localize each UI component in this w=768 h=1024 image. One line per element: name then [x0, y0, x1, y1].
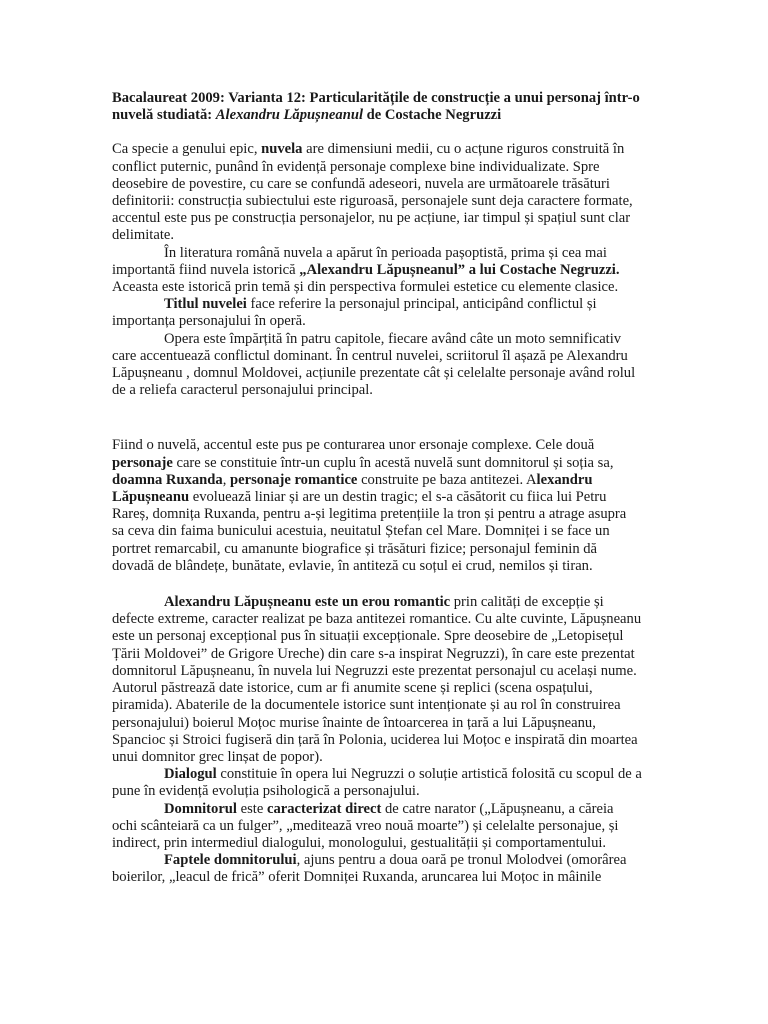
text-run: Ca specie a genului epic,: [112, 141, 262, 158]
paragraph-2: [112, 245, 642, 297]
text-run: face referire la personajul principal, anticipând conflictul și importanța personajului în operă.: [112, 296, 597, 330]
text-run: ,: [222, 471, 231, 488]
title-part-1: Bacalaureat 2009: Varianta 12: Particularitățile de construcție a unui personaj într-o nuvelă studiată:: [112, 90, 640, 124]
spacer: [112, 399, 642, 437]
text-run: În literatura română nuvela a apărut în perioada pașoptistă, prima și cea mai importantă fiind nuvela istorică: [112, 244, 607, 278]
bold-run: caracterizat direct: [266, 800, 382, 817]
paragraph-6: [112, 594, 642, 766]
text-run: Aceasta este istorică prin temă și din perspectiva formulei estetice cu elemente clasice.: [112, 279, 619, 296]
bold-run: doamna Ruxanda: [112, 471, 223, 488]
paragraph-7: [112, 766, 642, 800]
paragraph-4: Opera este împărțită în patru capitole, fiecare având câte un moto semnificativ care accentuează conflictul dominant. În centrul nuvelei, scriitorul îl așază pe Alexandru Lăpușneanu , domnul Moldovei, acțiunile prezentate cât și celelalte personaje având rolul de a reliefa caracterul personajului principal.: [112, 330, 636, 399]
text-run: construite pe baza antitezei. A: [357, 471, 537, 488]
paragraph-1: [112, 141, 642, 244]
text-run: care se constituie într-un cuplu în acestă nuvelă sunt domnitorul și soția sa,: [172, 454, 614, 471]
bold-run: Faptele domnitorului: [164, 852, 297, 869]
text-run: constituie în opera lui Negruzzi o soluție artistică folosită cu scopul de a pune în evidență evoluția psihologică a personajului.: [112, 766, 642, 800]
text-run: Fiind o nuvelă, accentul este pus pe conturarea unor ersonaje complexe. Cele două: [112, 437, 595, 454]
bold-run: Domnitorul: [164, 800, 237, 817]
document-page: [112, 90, 642, 887]
paragraph-5: [112, 437, 642, 575]
bold-run: nuvela: [261, 141, 303, 158]
spacer: [112, 575, 642, 594]
text-run: evoluează liniar și are un destin tragic; el s-a căsătorit cu fiica lui Petru Rareș, domnița Ruxanda, pentru a-și legitima pretențiile la tron și pentru a atrage asupra sa ceva din faima bunicului acestuia, neuitatul Ștefan cel Mare. Domniței i se face un portret remarcabil, cu amanunte biografice și trăsături fizice; personajul feminin dă dovadă de blândețe, bunătate, evlavie, în antiteză cu soțul ei crud, nemilos și tiran.: [112, 489, 627, 574]
paragraph-9: [112, 852, 642, 886]
text-run: are dimensiuni medii, cu o acțune riguros construită în conflict puternic, punând în evidență personaje complexe bine individualizate. Spre deosebire de povestire, cu care se confundă adeseori, nuvela are următoarele trăsături definitorii: construcția subiectului este riguroasă, personajele sunt deja caractere formate, accentul este pus pe construcția personajelor, nu pe acțiune, iar timpul și spațiul sunt clar delimitate.: [112, 141, 633, 244]
bold-run: Alexandru Lăpușneanu este un erou romantic: [164, 594, 451, 611]
bold-run: lexandru Lăpușneanu: [112, 471, 593, 506]
paragraph-8: [112, 801, 642, 853]
title-work-name: Alexandru Lăpușneanul: [215, 107, 363, 124]
document-title: [112, 90, 642, 124]
text-run: este: [236, 800, 267, 817]
text-run: , ajuns pentru a doua oară pe tronul Molodvei (omorârea boierilor, „leacul de frică” oferit Domniței Ruxanda, aruncarea lui Moțoc in mâinile: [112, 852, 627, 886]
text-run: prin calități de excepție și defecte extreme, caracter realizat pe baza antitezei romantice. Cu alte cuvinte, Lăpușneanu este un personaj excepțional pus în situații excepționale. Spre deosebire de „Letopisețul Țării Moldovei” de Grigore Ureche) din care s-a inspirat Negruzzi), în care este prezentat domnitorul Lăpușneanu, în nuvela lui Negruzzi este prezentat personajul cu același nume. Autorul păstrează date istorice, cum ar fi anumite scene și replici (scena ospațului, piramida). Abaterile de la documentele istorice sunt intenționate și au rol în construirea personajului) boierul Moțoc murise înainte de întoarcerea in țară a lui Lăpușneanu, Spancioc și Stroici fugiseră din țară în Polonia, uciderea lui Moțoc e inspirată din moartea unui domnitor grec linșat de popor).: [112, 594, 642, 765]
title-part-2: de Costache Negruzzi: [363, 107, 502, 124]
bold-run: personaje: [112, 454, 173, 471]
bold-run: Titlul nuvelei: [164, 296, 247, 313]
text-run: de catre narator („Lăpușneanu, a căreia ochi scânteiară ca un fulger”, „meditează vreo nouă moarte”) și celelalte personajue, și indirect, prin intermediul dialogului, monologului, gestualității și comportamentului.: [112, 800, 619, 851]
bold-run: personaje romantice: [230, 471, 358, 488]
bold-run: Dialogul: [164, 766, 217, 783]
bold-run: „Alexandru Lăpușneanul” a lui Costache Negruzzi.: [299, 261, 620, 278]
paragraph-3: [112, 296, 642, 330]
